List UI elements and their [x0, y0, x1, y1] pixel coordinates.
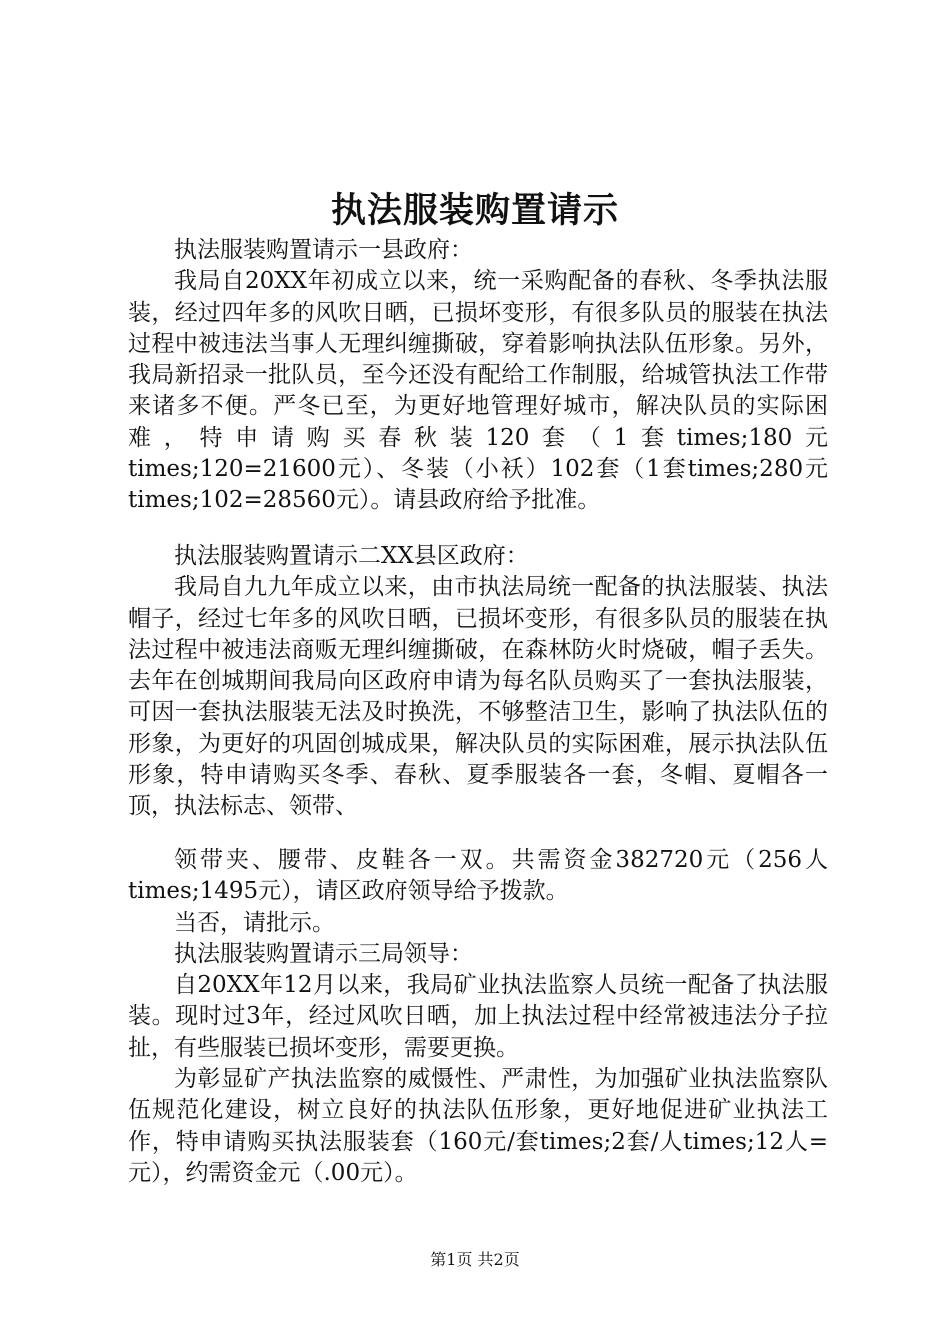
section-3-body-1: 自20XX年12月以来，我局矿业执法监察人员统一配备了执法服装。现时过3年，经过风吹日晒，加上执法过程中经常被违法分子拉扯，有些服装已损坏变形，需要更换。 [128, 972, 828, 1061]
section-2-body-continued: 领带夹、腰带、皮鞋各一双。共需资金382720元（256人times;1495元），请区政府领导给予拨款。 [128, 847, 828, 905]
document-title: 执法服装购置请示 [330, 190, 619, 231]
section-2-closing: 当否，请批示。 [174, 909, 335, 936]
page-number-footer: 第1页 共2页 [430, 1250, 520, 1269]
section-1 [128, 235, 828, 517]
section-3-heading: 执法服装购置请示三局领导： [174, 940, 473, 967]
section-2 [128, 541, 828, 823]
section-3-body-2: 为彰显矿产执法监察的威慑性、严肃性，为加强矿业执法监察队伍规范化建设，树立良好的执法队伍形象，更好地促进矿业执法工作，特申请购买执法服装套（160元/套times;2套/人times;12人=元），约需资金元（.00元）。 [128, 1066, 828, 1186]
section-1-heading: 执法服装购置请示一县政府： [174, 237, 473, 263]
section-2-continued-and-3 [128, 845, 828, 1189]
section-2-heading: 执法服装购置请示二XX县区政府： [174, 543, 529, 569]
section-2-body: 我局自九九年成立以来，由市执法局统一配备的执法服装、执法帽子，经过七年多的风吹日晒，已损坏变形，有很多队员的服装在执法过程中被违法商贩无理纠缠撕破，在森林防火时烧破，帽子丢失。去年在创城期间我局向区政府申请为每名队员购买了一套执法服装，可因一套执法服装无法及时换洗，不够整洁卫生，影响了执法队伍的形象，为更好的巩固创城成果，解决队员的实际困难，展示执法队伍形象，特申请购买冬季、春秋、夏季服装各一套，冬帽、夏帽各一顶，执法标志、领带、 [128, 574, 828, 820]
section-1-body: 我局自20XX年初成立以来，统一采购配备的春秋、冬季执法服装，经过四年多的风吹日晒，已损坏变形，有很多队员的服装在执法过程中被违法当事人无理纠缠撕破，穿着影响执法队伍形象。另外，我局新招录一批队员，至今还没有配给工作制服，给城管执法工作带来诸多不便。严冬已至，为更好地管理好城市，解决队员的实际困难，特申请购买春秋装120套（1套times;180元times;120=21600元）、冬装（小袄）102套（1套times;280元times;102=28560元）。请县政府给予批准。 [128, 268, 828, 514]
